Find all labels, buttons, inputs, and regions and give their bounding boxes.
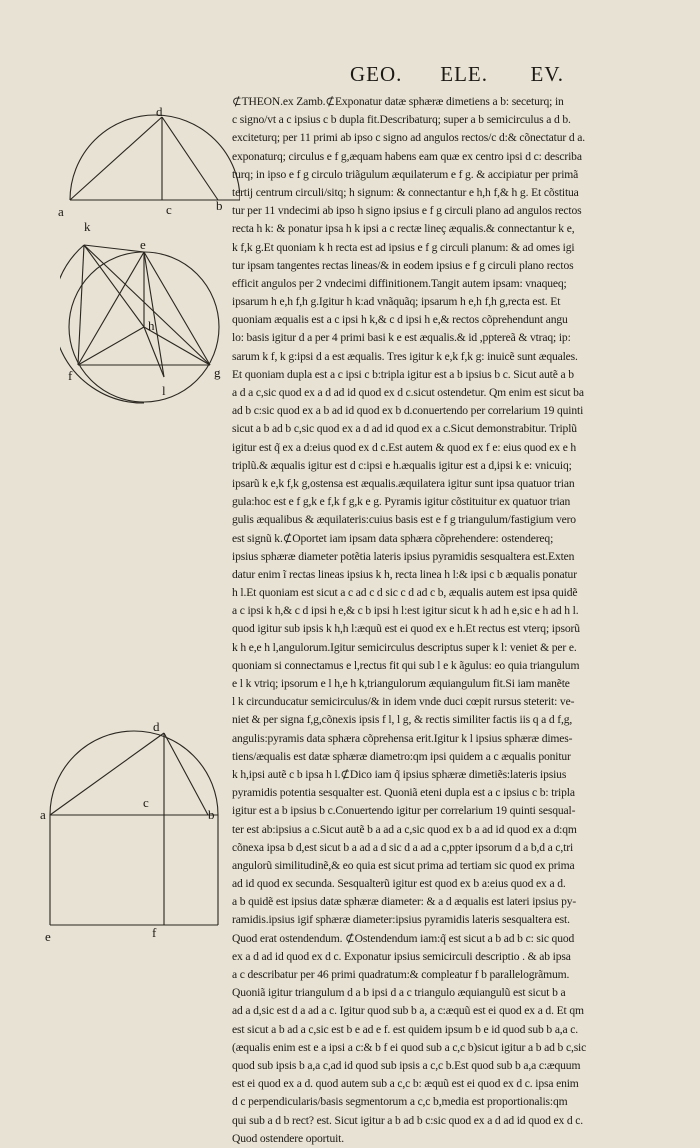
- text-line: tiens/æqualis est datæ sphæræ diametro:qm ipsi quidem a c æqualis ponitur: [232, 749, 571, 763]
- text-line: quod sub ipsis b a,a c,ad id quod sub ipsis a c,c b.Est quod sub b a,a c:æquum: [232, 1058, 581, 1072]
- text-line: Et quoniam dupla est a c ipsi c b:tripla igitur est a b ipsius b c. Sicut autẽ a b: [232, 367, 574, 381]
- running-head-geo: GEO.: [350, 62, 403, 86]
- triangle-ef: [78, 252, 144, 365]
- label-h: h: [148, 318, 155, 333]
- text-line: a b quidẽ est ipsius datæ sphæræ diameter: & a d æqualis est lateri ipsius py-: [232, 895, 577, 909]
- text-line: tur per 11 vndecimi ab ipso h signo ipsius e f g circuli plano ad angulos rectos: [232, 204, 582, 218]
- text-line: cõnexa ipsa b d,est sicut b a ad a d sic d a ad a c,ppter ipsorum d a b,d a c,tri: [232, 840, 574, 854]
- label-d: d: [153, 719, 160, 734]
- line-hl: [144, 327, 164, 377]
- text-line: Quod erat ostendendum. ⊄Ostendendum iam:q̃ est sicut a b ad b c: sic quod: [232, 931, 575, 945]
- label-c: c: [143, 795, 149, 810]
- text-line: est sicut a b ad a c,sic est b e ad e f. est quidem ipsum b e id quod sub b a,a c.: [232, 1022, 579, 1036]
- label-a: a: [40, 807, 46, 822]
- text-line: h l.Et quoniam est sicut a c ad c d sic c d ad c b, æqualis autem est ipsa quidẽ: [232, 586, 578, 600]
- text-line: ipsius sphæræ diameter potẽtia lateris ipsius pyramidis sesqualtera est.Exten: [232, 549, 575, 563]
- running-head: [350, 62, 630, 87]
- text-line: exponaturq; circulus e f g,æquam habens eam quæ ex centro ipsi d c: describa: [232, 149, 582, 163]
- text-line: igitur est q̃ ex a d:eius quod ex d c.Est autem & quod ex f e: eius quod ex e h: [232, 440, 577, 454]
- chord-ad: [70, 117, 162, 200]
- text-line: ad id quod ex secunda. Sesqualterũ igitur est quod ex b a:eius quod ex a d.: [232, 877, 566, 891]
- text-line: a c ipsi k h,& c d ipsi h e,& c b ipsi h l:est igitur sicut k h ad h e,sic e h ad h l.: [232, 604, 579, 618]
- text-line: k h e,e h l,angulorum.Igitur semicirculus descriptus super k l: veniet & per e.: [232, 640, 577, 654]
- text-line: pyramidis potentia sesqualter est. Quoniã eteni dupla est a c ipsius c b: tripla: [232, 786, 575, 800]
- text-line: ex a d ad id quod ex d c. Exponatur ipsius semicirculi descriptio . & ab ipsa: [232, 949, 571, 963]
- label-f: f: [152, 925, 157, 940]
- figure-semicircle-square: [40, 715, 230, 945]
- text-line: Quoniã igitur triangulum d a b ipsi d a c triangulo æquiangulũ est sicut b a: [232, 986, 566, 1000]
- text-line: exciteturq; per 11 primi ab ipso c signo ad angulos rectos/c d:& cõnectatur d a.: [232, 131, 585, 145]
- text-line: ter est ab:ipsius a c.Sicut autẽ b a ad a c,sic quod ex b a ad id quod ex a d:qm: [232, 822, 577, 836]
- text-line: ad a d,sic est d a ad a c. Igitur quod sub b a, a c:æquũ est ei quod ex a d. Et qm: [232, 1004, 584, 1018]
- text-line: est ei quod ex a d. quod autem sub a c,c b: æquũ est ei quod ex d c. ipsa enim: [232, 1077, 579, 1091]
- label-b: b: [208, 807, 215, 822]
- figure-pyramid-circle: [60, 215, 230, 410]
- label-c: c: [166, 202, 172, 217]
- text-line: ipsarũ k e,k f,k g,ostensa est æqualis.æquilatera igitur sunt ipsa quatuor trian: [232, 476, 575, 490]
- text-line: k h,ipsi autẽ c b ipsa h l.⊄Dico iam q̃ ipsius sphæræ dimetiẽs:lateris ipsius: [232, 767, 567, 781]
- text-line: recta h k: & ponatur ipsa h k ipsi a c rectæ lineç æqualis.& connectantur k e,: [232, 222, 575, 236]
- text-line: efficit angulos per 2 vndecimi diffinitionem.Tangit autem ipsam: vnaqueq;: [232, 276, 567, 290]
- label-f: f: [68, 368, 73, 383]
- text-line: angulis:pyramis data sphæra cõprehensa erit.Igitur k l ipsius sphæræ dimes-: [232, 731, 573, 745]
- label-e: e: [45, 929, 51, 944]
- text-line: ramidis.ipsius igif sphæræ diameter:ipsius pyramidis lateris sesqualtera est.: [232, 913, 570, 927]
- text-line: quoniam si connectamus e l,rectus fit qui sub l e k ãgulus: eo quia triangulum: [232, 658, 580, 672]
- line-hf: [78, 327, 144, 365]
- text-line: triplũ.& æqualis igitur est d c:ipsi e h.æqualis igitur est a d,ipsi k e: vnicuiq;: [232, 458, 572, 472]
- text-line: tertij centrum circuli/sitq; h signum: & connectantur e h,h f,& h g. Et cõstitua: [232, 185, 579, 199]
- text-line: angulorũ similitudinẽ,& eo quia est sicut prima ad tertiam sic quod ex prima: [232, 858, 575, 872]
- text-line: turq; in ipso e f g circulo triãgulum æquilaterum e f g. & accipiatur per primã: [232, 167, 579, 181]
- figure-semicircle-top: [40, 100, 240, 230]
- text-line: ad b c:sic quod ex a b ad id quod ex b d.conuertendo per correlarium 19 quinti: [232, 404, 584, 418]
- chord-db: [162, 117, 218, 200]
- line-kf: [78, 245, 84, 365]
- label-a: a: [58, 204, 64, 219]
- text-line: l k circunducatur semicirculus/& in idem vnde duci cœpit rursus steterit: ve-: [232, 695, 575, 709]
- text-line: est signũ k.⊄Oportet iam ipsam data sphæra cõprehendere: ostendereq;: [232, 531, 554, 545]
- text-line: sicut a b ad b c,sic quod ex a d ad id quod ex a c.Sicut demonstrabitur. Triplũ: [232, 422, 577, 436]
- running-head-eu: EV.: [530, 62, 565, 86]
- triangle-ge: [144, 252, 210, 365]
- line-kg: [84, 245, 210, 365]
- running-head-ele: ELE.: [440, 62, 488, 86]
- label-g: g: [214, 365, 221, 380]
- line-el: [144, 252, 164, 377]
- text-line: igitur est a b ipsius b c.Conuertendo igitur per correlarium 19 quinti sesqual-: [232, 804, 576, 818]
- text-line: datur enim ĩ rectas lineas ipsius k h, recta linea h l:& ipsi c b æqualis ponatur: [232, 567, 577, 581]
- body-text: [232, 93, 644, 1148]
- text-line: d c perpendicularis/basis segmentorum a c,c b,media est proportionalis:qm: [232, 1095, 568, 1109]
- text-line: a c describatur per 46 primi quadratum:& compleatur f b parallelogrãmum.: [232, 968, 570, 981]
- text-line: Quod ostendere oportuit.: [232, 1131, 344, 1145]
- label-e: e: [140, 237, 146, 252]
- text-line: a d a c,sic quod ex a d ad id quod ex d c.sicut ostendetur. Qm enim est sicut ba: [232, 386, 584, 399]
- label-d: d: [156, 104, 163, 119]
- label-k: k: [84, 219, 91, 234]
- text-line: (æqualis enim est e a ipsi a c:& b f ei quod sub a c,c b)sicut igitur a b ad b c,sic: [232, 1040, 587, 1054]
- text-line: niet & per signa f,g,cõnexis ipsis f l, l g, & rectis similiter factis iis q a d f,g,: [232, 713, 573, 727]
- line-kh: [84, 245, 144, 327]
- text-line: ipsarum h e,h f,h g.Igitur h k:ad vnãquãq; ipsarum h e,h f,h g,recta est. Et: [232, 295, 561, 309]
- text-line: c signo/vt a c ipsius c b dupla fit.Describaturq; super a b semicirculus a d b.: [232, 113, 571, 127]
- text-line: sarum k f, k g:ipsi d a est æqualis. Tres igitur k e,k f,k g: inuicẽ sunt æquales.: [232, 349, 578, 363]
- text-line: qui sub a d b rect? est. Sicut igitur a b ad b c:sic quod ex a d ad id quod ex d c.: [232, 1113, 584, 1127]
- text-line: lo: basis igitur d a per 4 primi basi k e est æqualis.& id ,pptereã & vtraq; ip:: [232, 331, 571, 345]
- text-line: gulis æqualibus & æquilateris:cuius basis est e f g triangulum/fastigium vero: [232, 513, 576, 527]
- text-line: ⊄THEON.ex Zamb.⊄Exponatur datæ sphæræ dimetiens a b: seceturq; in: [232, 95, 564, 108]
- text-line: k f,k g.Et quoniam k h recta est ad ipsius e f g circuli planum: & ad omes igi: [232, 240, 575, 254]
- text-line: gula:hoc est e f g,k e f,k f g,k e g. Pyramis igitur cõstituitur ex quatuor trian: [232, 495, 571, 509]
- text-line: tur ipsam tangentes rectas lineas/& in eodem ipsius e f g circuli plano rectos: [232, 258, 574, 272]
- label-l: l: [162, 383, 166, 398]
- chord-db: [164, 733, 208, 815]
- semicircle-arc: [70, 115, 240, 200]
- text-line: quod igitur sub ipsis k h,h l:æquũ est ei quod ex e h.Et rectus est vterq; ipsorũ: [232, 622, 580, 636]
- text-line: e l k vtriq; ipsorum e l h,e h k,triangulorum æquiangulum fit.Si iam manẽte: [232, 677, 570, 690]
- line-ke: [84, 245, 144, 252]
- semicircle-adb: [50, 731, 218, 815]
- text-line: quoniam æqualis est a c ipsi h k,& c d ipsi h e,& rectos cõprehendunt angu: [232, 313, 568, 327]
- label-b: b: [216, 198, 223, 213]
